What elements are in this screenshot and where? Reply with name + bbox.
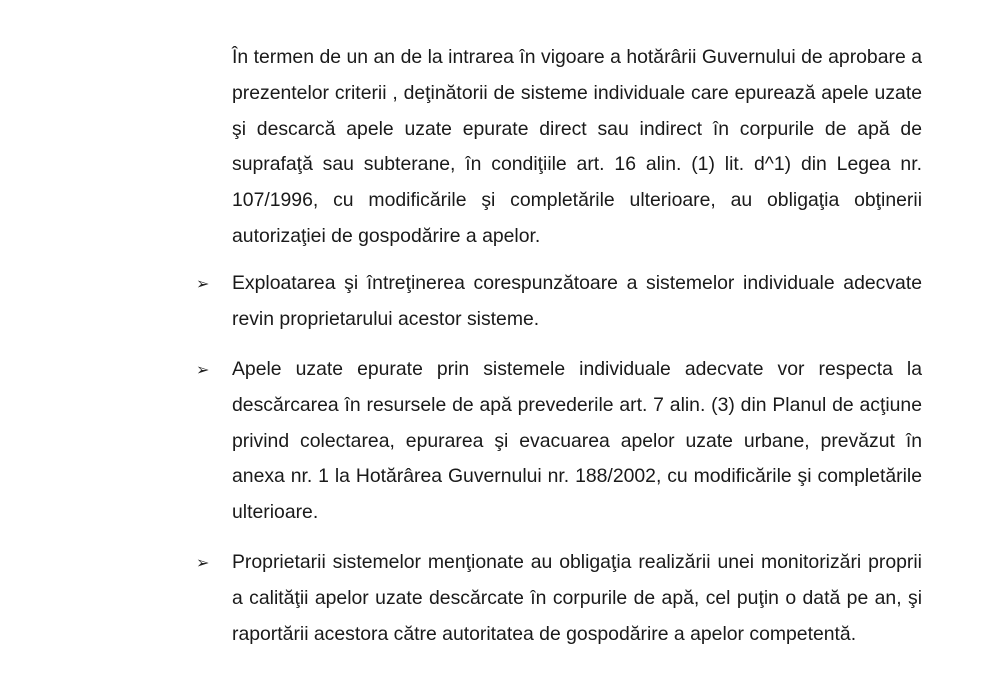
arrow-bullet-icon: ➢: [196, 553, 210, 572]
arrow-bullet-icon: ➢: [196, 360, 210, 379]
bullet-text: Exploatarea şi întreţinerea corespunzătoare a sistemelor individuale adecvate revin proprietarului acestor sisteme.: [232, 272, 922, 330]
bullet-text: Proprietarii sistemelor menţionate au obligaţia realizării unei monitorizări proprii a calităţii apelor uzate descărcate în corpurile de apă, cel puţin o dată pe an, şi raportării acestora către autoritatea de gospodărire a apelor competentă.: [232, 551, 922, 645]
bullet-item-discharge-requirements: [196, 352, 922, 531]
bullet-item-monitoring: [196, 545, 922, 652]
intro-paragraph: În termen de un an de la intrarea în vigoare a hotărârii Guvernului de aprobare a prezentelor criterii , deţinătorii de sisteme individuale care epurează apele uzate şi descarcă apele uzate epurate direct sau indirect în corpurile de apă de suprafaţă sau subterane, în condiţiile art. 16 alin. (1) lit. d^1) din Legea nr. 107/1996, cu modificările şi completările ulterioare, au obligaţia obţinerii autorizaţiei de gospodărire a apelor.: [232, 46, 922, 247]
bullet-text: Apele uzate epurate prin sistemele individuale adecvate vor respecta la descărcarea în resursele de apă prevederile art. 7 alin. (3) din Planul de acţiune privind colectarea, epurarea şi evacuarea apelor uzate urbane, prevăzut în anexa nr. 1 la Hotărârea Guvernului nr. 188/2002, cu modificările şi completările ulterioare.: [232, 358, 922, 524]
bullet-item-maintenance: [196, 266, 922, 338]
arrow-bullet-icon: ➢: [196, 274, 210, 293]
